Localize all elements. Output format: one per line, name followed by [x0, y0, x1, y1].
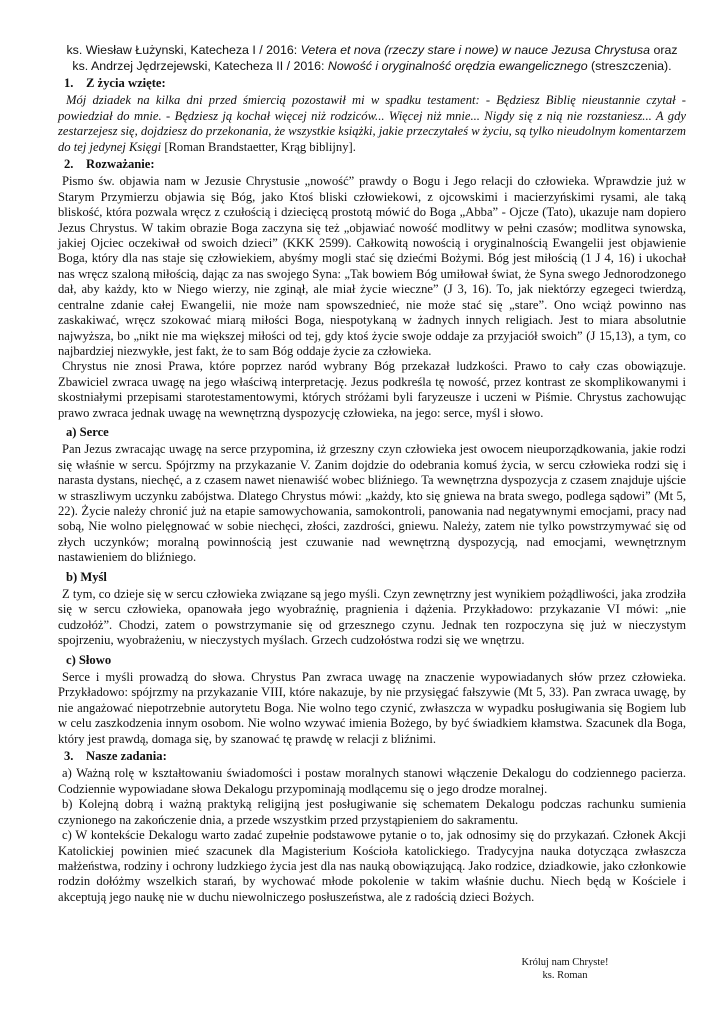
document-header: [58, 42, 686, 74]
subsection-slowo-text: Serce i myśli prowadzą do słowa. Chrystus Pan zwraca uwagę na znaczenie wypowiadanych słów przez człowieka. Przykładowo: spójrzmy na przykazanie VIII, które nakazuje, by nie przysięgać fałszywie (Mt 5, 33). Pan zwraca uwagę, by nie angażować niepotrzebnie autorytetu Boga. Nie wolno tego czynić, zwłaszcza w wypadku posługiwania się Bogiem lub w celu zaszkodzenia innym osobom. Nie wolno wzywać imienia Bożego, by być świadkiem kłamstwa. Szacunek dla Boga, który jest prawdą, domaga się, by szanować tę prawdę w relacji z bliźnimi.: [58, 670, 686, 746]
subsection-serce-text: Pan Jezus zwracając uwagę na serce przypomina, iż grzeszny czyn człowieka jest owocem nieuporządkowania, jakie rodzi się właśnie w sercu. Spójrzmy na przykazanie V. Zanim dojdzie do odebrania komuś życia, w sercu człowieka rodzi się i narasta dystans, niechęć, a z czasem nawet nienawiść wobec bliźniego. Ta wewnętrzna dyspozycja z czasem znajduje ujście w straszliwym uczynku zabójstwa. Dlatego Chrystus mówi: „każdy, kto się gniewa na brata swego, podlega sądowi” (Mt 5, 22). Życie należy chronić już na etapie samowychowania, samokontroli, panowania nad negatywnymi emocjami, pracy nad sobą, Nie wolno pielęgnować w sobie niechęci, złości, zazdrości, gniewu. Należy, zatem nie tylko powstrzymywać się od złych uczynków; moralną powinnością jest czuwanie nad wewnętrzną dyspozycją, nad emocjami, wewnętrznym nastawieniem do bliźniego.: [58, 442, 686, 565]
task-a: a) Ważną rolę w kształtowaniu świadomości i postaw moralnych stanowi włączenie Dekalogu do codziennego pacierza. Codziennie wypowiadane słowa Dekalogu przypominają modlącemu się o jego drodze moralnej.: [58, 766, 686, 796]
header-line-2: ks. Andrzej Jędrzejewski, Katecheza II / 2016: Nowość i oryginalność orędzia ewangelicznego (streszczenia).: [72, 59, 672, 73]
section-2-paragraph-1: Pismo św. objawia nam w Jezusie Chrystusie „nowość” prawdy o Bogu i Jego relacji do człowieka. Wprawdzie już w Starym Przymierzu objawia się Bóg, jako Ktoś bliski człowiekowi, z ojcowskimi i macierzyńskimi rysami, ale taką bliskość, która pozwala wręcz z czułością i dziecięcą prostotą mówić do Boga „Abba” - Ojcze (Tato), ukazuje nam dopiero Jezus Chrystus. W takim obrazie Boga zaczyna się też „objawiać nowość modlitwy w pełni czasów; modlitwa synowska, jakiej Ojciec oczekiwał od swoich dzieci” (KKK 2599). Całkowitą nowością i oryginalnością Ewangelii jest objawienie Boga, który dla nas staje się człowiekiem, abyśmy mogli stać się dziećmi Bożymi. Bóg jest miłością (1 J 4, 16) i ukochał nas wręcz szaloną miłością, dając za nas swojego Syna: „Tak bowiem Bóg umiłował świat, że Syna swego Jednorodzonego dał, aby każdy, kto w Niego wierzy, nie zginął, ale miał życie wieczne” (J 3, 16). To, jak niektórzy egzegeci twierdzą, centralne zdanie całej Ewangelii, nie może nam spowszednieć, nie może stać się „stare”. Ono wciąż powinno nas zaskakiwać, wręcz szokować miarą miłości Boga, niespotykaną w żadnych innych religiach. Jest to miara absolutnie najwyższa, bo „nikt nie ma większej miłości od tej, gdy ktoś życie swoje oddaje za przyjaciół swoich” (J 15,13), a tym, co najbardziej niezwykłe, jest fakt, że to sam Bóg oddaje życie za człowieka.: [58, 174, 686, 358]
task-c: c) W kontekście Dekalogu warto zadać zupełnie podstawowe pytanie o to, jak odnosimy się do przykazań. Członek Akcji Katolickiej powinien mieć szacunek dla Magisterium Kościoła katolickiego. Tradycyjna nauka dotycząca zwłaszcza małżeństwa, rodziny i ochrony ludzkiego życia jest dla nas nauką obowiązującą. Jako rodzice, dziadkowie, jako członkowie rodzin dołóżmy wszelkich starań, by wychować młode pokolenie w takim właśnie duchu. Niech będą w Kościele i akceptują jego naukę nie w duchu niewolniczego posłuszeństwa, ale z radością dzieci Bożych.: [58, 828, 686, 904]
signature-line-2: ks. Roman: [542, 970, 588, 981]
section-1-quote: Mój dziadek na kilka dni przed śmiercią pozostawił mi w spadku testament: - Będziesz Biblię nieustannie czytał - powiedział do mnie. - Będziesz ją kochał więcej niż rodziców... Więcej niż mnie... Nigdy się z nią nie rozstaniesz... A gdy zestarzejesz się, dojdziesz do przekonania, że wszystkie książki, jakie przeczytałeś w życiu, są tylko nieudolnym komentarzem do tej jedynej Księgi [Roman Brandstaetter, Krąg biblijny].: [58, 93, 686, 154]
signature-line-1: Króluj nam Chryste!: [521, 957, 609, 968]
subsection-mysl-text: Z tym, co dzieje się w sercu człowieka związane są jego myśli. Czyn zewnętrzny jest wynikiem pożądliwości, jaka zrodziła się w sercu człowieka, opanowała jego wyobraźnię, pragnienia i dążenia. Przykładowo: przykazanie VI mówi: „nie cudzołóż”. Chodzi, zatem o powstrzymanie się od grzesznego czynu. Jednak ten rozpoczyna się już w nieczystym spojrzeniu, wyobrażeniu, w nieczystych myślach. Grzech cudzołóstwa rodzi się we wnętrzu.: [58, 587, 686, 648]
signature: [510, 956, 620, 982]
subsection-mysl-heading: b) Myśl: [66, 569, 107, 584]
header-line-1: ks. Wiesław Łużynski, Katecheza I / 2016: Vetera et nova (rzeczy stare i nowe) w nauce Jezusa Chrystusa oraz: [66, 43, 678, 57]
document-page: [58, 42, 686, 905]
section-1-heading: 1. Z życia wzięte:: [64, 76, 166, 90]
section-3-heading: 3. Nasze zadania:: [64, 749, 167, 764]
subsection-serce-heading: a) Serce: [66, 424, 109, 439]
task-b: b) Kolejną dobrą i ważną praktyką religijną jest posługiwanie się schematem Dekalogu podczas rachunku sumienia czynionego na zakończenie dnia, a przede wszystkim przed przystąpieniem do sakramentu.: [58, 797, 686, 827]
section-2-heading: 2. Rozważanie:: [64, 157, 155, 172]
section-2-paragraph-2: Chrystus nie znosi Prawa, które poprzez naród wybrany Bóg przekazał ludzkości. Prawo to cały czas obowiązuje. Zbawiciel zwraca uwagę na jego właściwą interpretację. Jezus podkreśla tę nowość, przez kontrast ze skomplikowanymi i skostniałymi przepisami starotestamentowymi, których stróżami byli faryzeusze i uczeni w Piśmie. Chrystus zachowując prawo zwraca jednak uwagę na wewnętrzną dyspozycję człowieka, na jego: serce, myśl i słowo.: [58, 359, 686, 420]
subsection-slowo-heading: c) Słowo: [66, 652, 112, 667]
